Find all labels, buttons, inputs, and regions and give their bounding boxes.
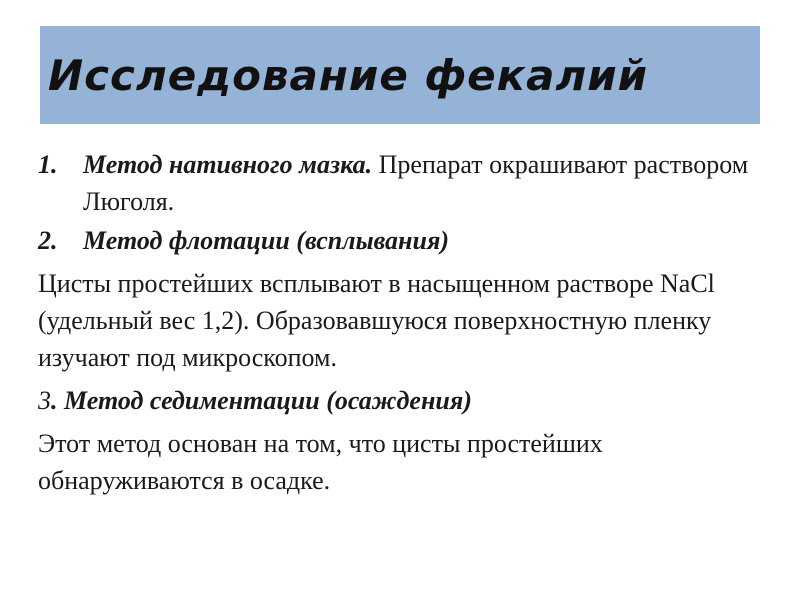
list-item-2 (38, 222, 768, 259)
list-item-number: 3 (38, 386, 51, 415)
list-item-3 (38, 382, 768, 419)
list-item-number: 1. (38, 150, 58, 179)
list-item-1 (38, 146, 768, 220)
method-description: Препарат окрашивают раствором Люголя. (83, 150, 749, 216)
method-name: Метод нативного мазка. (83, 150, 373, 179)
page-title: Исследование фекалий (48, 50, 649, 100)
list-item-number: 2. (38, 226, 58, 255)
title-banner (40, 26, 760, 124)
sedimentation-description: Этот метод основан на том, что цисты простейших обнаруживаются в осадке. (38, 429, 603, 495)
list-item-body (83, 146, 768, 220)
flotation-description: Цисты простейших всплывают в насыщенном растворе NaCl (удельный вес 1,2). Образовавшуюся поверхностную пленку изучают под микроскопом. (38, 269, 715, 372)
method-name: Метод флотации (всплывания) (83, 226, 449, 255)
method-name: . Метод седиментации (осаждения) (51, 386, 472, 415)
slide-content (38, 146, 768, 505)
